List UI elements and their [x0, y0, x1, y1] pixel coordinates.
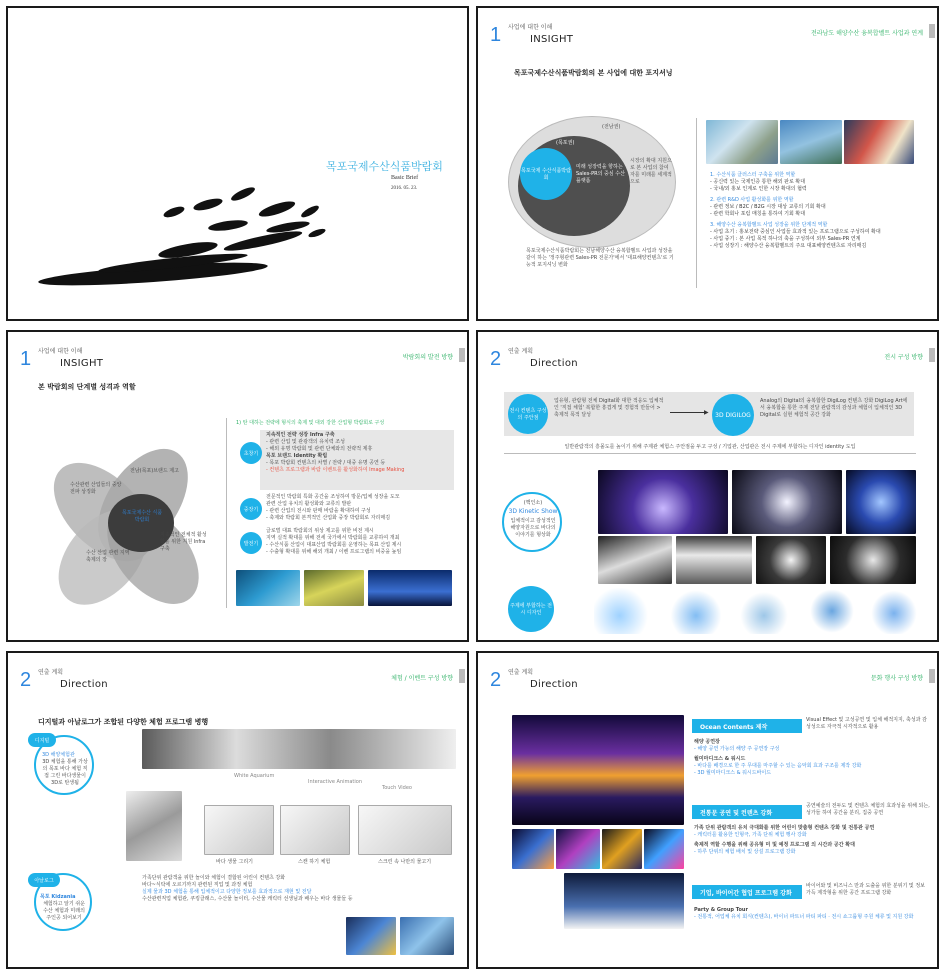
stage-1-line-e: - 목포 박람회 컨텐츠의 차별 / 전략 / 대중 유명 공연 등 — [266, 460, 386, 466]
slide-heading: 목포국제수산식품박람회의 본 사업에 대한 포지셔닝 — [514, 69, 673, 77]
focus-circle: 전시 컨텐츠 구성의 주안점 — [508, 394, 548, 434]
photo-kinetic-1 — [598, 470, 728, 534]
stage-3-text — [266, 528, 456, 556]
experience-notes — [142, 875, 392, 903]
scroll-marker — [929, 348, 935, 362]
ocean-item-1: 해양 공연장 — [694, 739, 720, 745]
section-label: 사업에 대한 이해 — [508, 24, 553, 31]
photo-event-4 — [644, 829, 684, 869]
positioning-caption: 목포국제수산식품박람회는 전남해양수산 융복합벨트 사업과 성장을 같이 하는 '정주형관련 Sales-PR 전문가'에서 '대표해양컨텐츠'로 기능적 포지셔닝 변화 — [526, 248, 674, 268]
cover-subtitle: Basic Brief — [391, 175, 419, 181]
slide-title: INSIGHT — [60, 358, 104, 369]
section-label: 사업에 대한 이해 — [38, 348, 83, 355]
slide-heading: 디지털과 아날로그가 조합된 다양한 체험 프로그램 병행 — [38, 718, 209, 726]
stage-3-line-a: 글로벌 대표 박람회의 위상 제고를 위한 비전 제시 — [266, 528, 374, 534]
stage-2-line-d: - 축제와 박람회 본격적인 산업화 중장 박람회로 자리매김 — [266, 515, 391, 521]
stage-1-line-a: 지속적인 전략 성장 Infra 구축 — [266, 432, 335, 438]
section-label: 연출 계획 — [38, 669, 64, 676]
band-business: 기업, 바이어간 협업 프로그램 강화 — [692, 885, 802, 899]
role-2-item-a: - 관련 정보 / B2C / B2G 시장 대상 교류의 기회 확대 — [710, 204, 826, 210]
experience-note-1: 가족단위 관람객을 위한 놀이와 체험이 결합된 어린이 컨텐츠 강화 — [142, 875, 286, 881]
section-number: 2 — [490, 348, 502, 370]
business-item-1a: - 전통적, 어업체 유치 회식(컨텐츠), 바이너 파트너 파티 파티 · 전시 쇼그룹형 주원 체류 및 지원 강화 — [694, 914, 914, 920]
ocean-item-1a: - 해양 공연 가능의 해양 주 공연장 구성 — [694, 746, 780, 752]
kinetic-label: (핵인소) — [523, 500, 543, 506]
slide-title: Direction — [530, 358, 578, 369]
section-label: 연출 계획 — [508, 348, 534, 355]
slide-insight-positioning[interactable] — [476, 6, 939, 321]
ocean-item-2b: - 3D 월미마디크스 & 워시드바이드 — [694, 770, 772, 776]
band-business-desc: 바이어와 및 비즈니스 만과 도출을 위한 분위기 및 정보 가득 제작형을 위한 공간 프로그램 강화 — [806, 883, 925, 896]
scroll-marker — [929, 669, 935, 683]
slide-cover[interactable] — [6, 6, 469, 321]
divider — [696, 118, 697, 288]
stage-2-badge: 중장기 — [240, 498, 262, 520]
stage-2-text — [266, 494, 456, 522]
slide-insight-stages[interactable] — [6, 330, 469, 642]
photo-event-2 — [556, 829, 600, 869]
petal-top-label: 전남(목포)브랜드 제고 — [130, 468, 179, 474]
digilog-circle: 3D DIGILOG — [712, 394, 754, 436]
digital-badge: 디지털 — [28, 733, 56, 747]
petal-left-label: 수산관련 산업들의 중앙 전파 상징화 — [70, 482, 122, 495]
caption-screen: 스크린 속 나만의 물고기 — [378, 859, 432, 865]
photo-aquarium — [236, 570, 300, 606]
kinetic-text: 입체적이고 감성적인 해양자원으로 바다의 이야기를 형상화 — [510, 518, 556, 538]
slide-direction-exhibit[interactable] — [476, 330, 939, 642]
section-number: 1 — [490, 24, 502, 46]
stage-1-line-f: - 컨텐츠 프로그램과 바람 이벤트를 활성화하여 Image Making — [266, 467, 405, 473]
venn-middle-label: (목포권) — [556, 140, 575, 146]
stage-1-line-b: - 관련 산업 및 관광객의 유치력 조성 — [266, 439, 345, 445]
traditional-item-2a: - 하루 단위의 체험 배치 및 상설 프로그램 강화 — [694, 849, 796, 855]
slide-title: INSIGHT — [530, 34, 574, 45]
digilog-text: Analog의 Digital의 융복합한 DigiLog 컨텐츠 강화 DigiLog Art에서 융복합을 통한 주제 전달 관람객의 감성과 체험이 입체적인 3D Digital로 실현 체험적 공간 강화 — [760, 398, 908, 418]
section-label: 연출 계획 — [508, 669, 534, 676]
label-white-aquarium: White Aquarium — [234, 773, 275, 779]
ocean-item-2: 월미마디크스 & 워시드 — [694, 756, 746, 762]
slide-title: Direction — [60, 679, 108, 690]
cover-date: 2016. 05. 23. — [391, 186, 418, 191]
sketch-screen-fish — [358, 805, 452, 855]
role-3-item-a: - 사업 초기 : 홍보전략 중심인 사업들 효과적 있는 프로그램으로 구성하여 확대 — [710, 229, 881, 235]
stage-1-text — [266, 432, 452, 474]
stage-2-line-c: - 관련 산업의 전시와 판매 바람을 확대하여 구성 — [266, 508, 371, 514]
role-1-item-a: - 공신력 있는 국제인증 통한 해외 판로 확대 — [710, 179, 806, 185]
render-pavilion-4 — [804, 588, 860, 634]
photo-kinetic-2 — [732, 470, 842, 534]
photo-exhibition-hall — [844, 120, 914, 164]
slide-tag: 문화 행사 구성 방향 — [870, 675, 923, 682]
photo-corridor — [304, 570, 364, 606]
stage-1-badge: 초창기 — [240, 442, 262, 464]
stage-1-line-d: 목포 브랜드 Identity 확립 — [266, 453, 328, 459]
render-pavilion-3 — [736, 588, 792, 634]
band-ocean-contents: Ocean Contents 제작 — [692, 719, 802, 733]
photo-cluster-aerial — [706, 120, 778, 164]
slide-tag: 전시 구성 방향 — [884, 354, 923, 361]
stage-heading: 1) 탄 대하는 전략에 형식의 축제 및 대외 강한 산업형 박람회로 구성 — [236, 420, 385, 426]
role-2-item-b: - 관련 학회나 포럼 매칭을 통하여 기회 확대 — [710, 211, 806, 217]
photo-aquarium-panorama — [142, 729, 456, 769]
cover-title: 목포국제수산식품박람회 — [326, 160, 443, 173]
venn-outer-text: 시장의 확대 지원으로 본 사업의 참여자를 미래를 세계적으로 — [630, 158, 672, 185]
arrow-line — [670, 412, 706, 413]
caption-scan: 스캔 하기 체험 — [298, 859, 331, 865]
stage-3-line-d: - 수출형 확대를 위해 해외 개최 / 이벤 프로그램의 비중을 높임 — [266, 549, 402, 555]
stage-3-badge: 발전기 — [240, 532, 262, 554]
role-2-title: 2. 관련 R&D 사업 활성화를 위한 역할 — [710, 197, 794, 203]
digital-text: 3D 체험을 통해 가상의 목포 바다 체험 직접 그린 바다생물이 3D로 탄생됨 — [42, 759, 88, 786]
band-ocean-contents-desc: Visual Effect 및 고성공연 및 입체 해적지지, 축성과 감성성으로 자극적 시각적으로 활용 — [806, 717, 927, 730]
band-traditional: 전통문 공연 및 컨텐츠 강화 — [692, 805, 802, 819]
slide-tag: 전라남도 해양수산 융복합벨트 사업과 연계 — [811, 30, 923, 37]
theme-design-circle: 주제에 부합하는 전시 디자인 — [508, 586, 554, 632]
photo-kinetic-6 — [756, 536, 826, 584]
scroll-marker — [929, 24, 935, 38]
role-list — [710, 172, 930, 250]
scroll-marker — [459, 669, 465, 683]
traditional-item-1a: - 캐릭터를 활용한 인형극, 가족 단위 체험 행사 강화 — [694, 832, 807, 838]
photo-kidzania-2 — [400, 917, 454, 955]
divider — [226, 418, 227, 608]
label-interactive-animation: Interactive Animation — [308, 779, 363, 785]
traditional-item-2: 축제적 역할 수행을 위해 공유형 미 및 예정 프로그램 의 시간과 공간 확대 — [694, 842, 855, 848]
digital-title: 3D 해양체험관 — [42, 752, 75, 758]
slide-tag: 체험 / 이벤트 구성 방향 — [391, 675, 453, 682]
section-number: 2 — [20, 669, 32, 691]
caption-draw: 바다 생물 그리기 — [216, 859, 253, 865]
ocean-item-2a: - 바다를 배경으로 한 주 무대를 마주할 수 있는 음악회 효과 구조를 제작 강화 — [694, 763, 862, 769]
photo-kinetic-5 — [676, 536, 752, 584]
photo-kinetic-4 — [598, 536, 672, 584]
role-3-item-b: - 사업 중기 : 본 사업 목적 하나의 축을 구성하여 외부 Sales-PR 연계 — [710, 236, 861, 242]
photo-kidzania-1 — [346, 917, 396, 955]
role-3-item-c: - 사업 성장기 : 해양수산 융복합벨트의 주요 대표해양컨텐츠로 자리매김 — [710, 243, 867, 249]
petal-bottom-left-label: 수산 산업 관련 지역 축제의 장 — [86, 550, 130, 563]
stage-2-line-a: 전문적인 박람회 특화 공간을 조성하여 방문/업체 성장을 도모 — [266, 494, 400, 500]
venn-middle-text: 미래 성장력을 향하는 Sales-PR의 중심 수산 플랫폼 — [576, 164, 625, 184]
render-pavilion-1 — [594, 588, 658, 634]
photo-dome-show — [368, 570, 452, 606]
experience-note-4: 수산관련직업 체험관, 쿠킹클래스, 수산물 놀이터, 수산물 캐릭터 선생님과 배우는 바다 생물들 등 — [142, 896, 353, 902]
render-pavilion-2 — [664, 588, 728, 634]
petal-center-label: 목포국제수산 식품박람회 — [121, 510, 163, 523]
photo-kinetic-7 — [830, 536, 916, 584]
traditional-items — [694, 825, 924, 856]
label-touch-video: Touch Video — [382, 785, 412, 791]
venn-outer-label: (전남권) — [602, 124, 621, 130]
render-scan-booth — [126, 791, 182, 861]
stage-2-line-b: 관련 산업 유치의 활성화와 교류의 발판 — [266, 501, 352, 507]
render-pavilion-5 — [866, 588, 922, 634]
band-traditional-desc: 공연예술의 전두도 및 컨텐츠 체험의 효과성을 위해 되는, 성가들 하여 공간을 분리, 집중 공연 — [806, 803, 930, 816]
sketch-drawing — [204, 805, 274, 855]
slide-title: Direction — [530, 679, 578, 690]
slide-direction-culture[interactable] — [476, 651, 939, 969]
section-number: 1 — [20, 348, 32, 370]
business-item-1: Party & Group Tour — [694, 907, 748, 913]
scroll-marker — [459, 348, 465, 362]
ocean-contents-items — [694, 739, 924, 777]
role-3-title: 3. 해양수산 융복합벨트 사업 성장을 위한 단계적 역할 — [710, 222, 828, 228]
photo-map — [780, 120, 842, 164]
role-1-item-b: - 국내/외 홍보 인계로 인한 시장 확대의 협력 — [710, 186, 807, 192]
section-number: 2 — [490, 669, 502, 691]
analog-badge: 아날로그 — [28, 873, 60, 887]
venn-inner-circle: 목포국제 수산식품박람회 — [520, 148, 572, 200]
role-1-title: 1. 수산식품 클러스터 구축을 위한 역할 — [710, 172, 796, 178]
sketch-scanning — [280, 805, 350, 855]
slide-direction-experience[interactable] — [6, 651, 469, 969]
stage-1-line-c: - 해외 유명 박람회 및 관련 단체와의 전략적 제휴 — [266, 446, 373, 452]
stage-3-line-b: 지역 실적 확대를 위해 전세 국가에서 박람회를 교류하여 개최 — [266, 535, 400, 541]
photo-kinetic-3 — [846, 470, 916, 534]
slide-heading: 본 박람회의 단계별 성격과 역할 — [38, 383, 136, 391]
experience-note-2: 바다~식탁에 오르기까지 관련된 직업 및 과정 체험 — [142, 882, 253, 888]
business-items — [694, 907, 924, 921]
stage-3-line-c: - 수산식품 산업이 대표산업 박람회를 운영하는 목표 산업 제시 — [266, 542, 402, 548]
analog-text: 체험하고 알기 쉬운 수산 체험과 미래의 주인공 되어보기 — [43, 901, 85, 921]
exhibit-strip: 일반관람객의 흥몰도를 높이기 위해 주제관 체험스 주안점을 두고 구성 / 기업관, 산업관은 전시 주제에 부합하는 디자인 identity 도입 — [504, 444, 916, 454]
traditional-item-1: 가족 단위 관람객의 유치 극대화를 위한 어린이 맞춤형 컨텐츠 강화 및 전통관 공연 — [694, 825, 875, 831]
arrow-right-icon: ▶ — [704, 409, 709, 416]
photo-night-show — [512, 715, 684, 825]
experience-note-3: 실제 물과 3D 체험을 통해 입체적이고 다양한 정보를 효과적으로 재현 및 전달 — [142, 889, 312, 895]
analog-title: 목포 Kidzania — [40, 894, 76, 900]
photo-lantern-performance — [564, 873, 684, 929]
photo-event-1 — [512, 829, 554, 869]
kinetic-title: 3D Kinetic Show — [508, 508, 558, 515]
petal-bottom-right-label: 지속적인 전체적 활성화를 위한 지원 Infra 구축 — [160, 532, 207, 552]
photo-event-3 — [602, 829, 642, 869]
slide-tag: 박람회의 발전 방향 — [402, 354, 453, 361]
focus-text: 업유형, 관람형 전체 Digital화 대한 적응도 입체적인 '직접 체험' 복합한 흥겹게 및 경험적 만들어 > 축제적 폭적 달성 — [554, 398, 664, 418]
